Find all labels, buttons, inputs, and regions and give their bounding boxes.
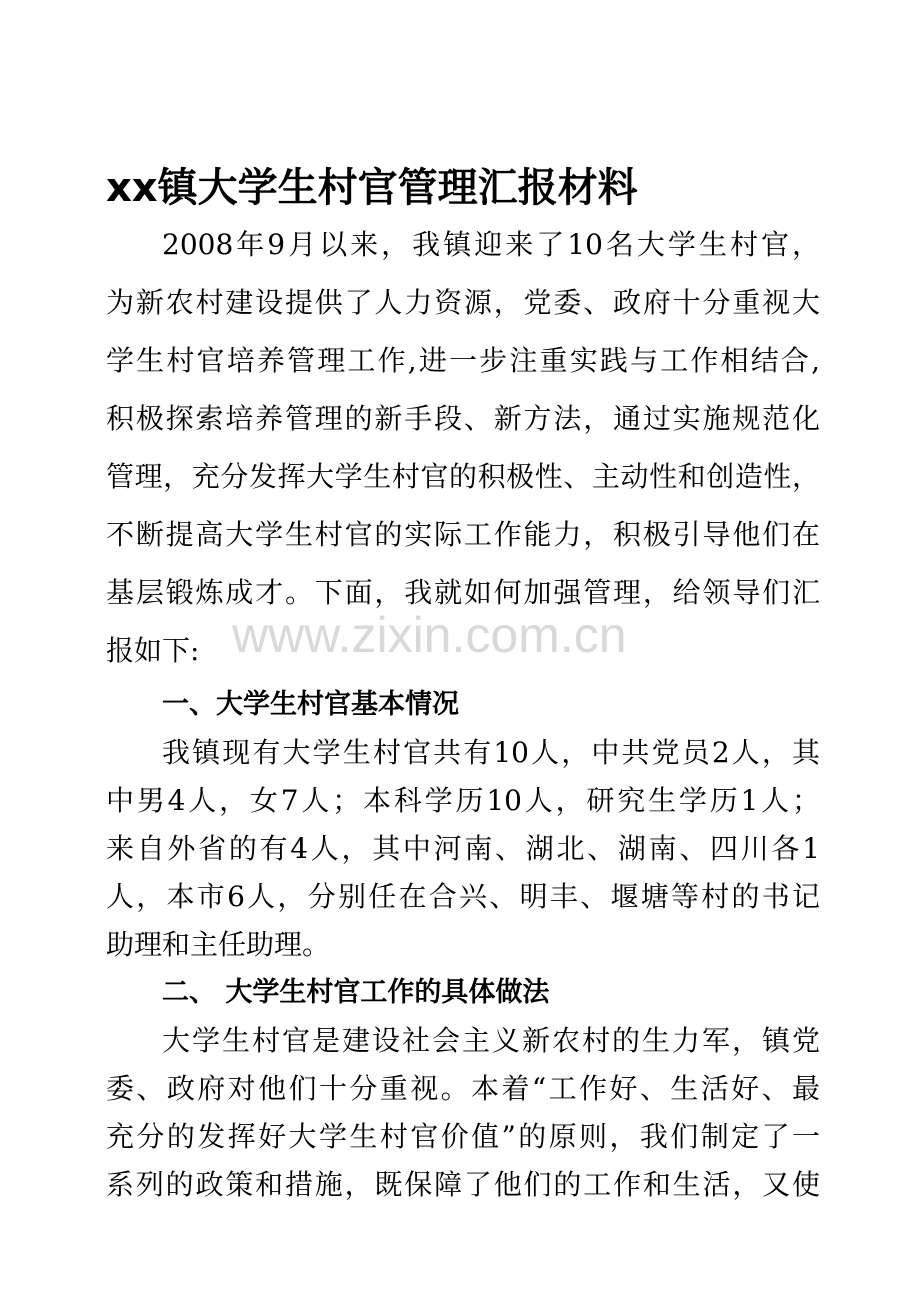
section-heading: 一、大学生村官基本情况	[162, 689, 459, 720]
paragraph-line: 人，本市6人，分别任在合兴、明丰、堰塘等村的书记	[106, 880, 820, 913]
paragraph-line: 学生村官培养管理工作,进一步注重实践与工作相结合,	[106, 344, 820, 377]
paragraph-line: 系列的政策和措施，既保障了他们的工作和生活，又使	[106, 1168, 820, 1201]
paragraph-line: 中男4人，女7人；本科学历10人，研究生学历1人；	[106, 784, 820, 817]
paragraph-line: 积极探索培养管理的新手段、新方法，通过实施规范化	[106, 402, 820, 435]
section-heading: 二、 大学生村官工作的具体做法	[162, 977, 550, 1008]
paragraph-line: 为新农村建设提供了人力资源，党委、政府十分重视大	[106, 286, 820, 319]
paragraph-line: 大学生村官是建设社会主义新农村的生力军，镇党	[162, 1024, 820, 1057]
paragraph-line: 基层锻炼成才。下面，我就如何加强管理，给领导们汇	[106, 576, 820, 609]
paragraph-line: 不断提高大学生村官的实际工作能力，积极引导他们在	[106, 518, 820, 551]
paragraph-line: 来自外省的有4人，其中河南、湖北、湖南、四川各1	[106, 832, 820, 865]
watermark: www.zixin.com.cn	[232, 607, 627, 663]
paragraph-line: 我镇现有大学生村官共有10人，中共党员2人，其	[162, 736, 820, 769]
paragraph-line: 委、政府对他们十分重视。本着“工作好、生活好、最	[106, 1072, 820, 1105]
paragraph-line: 报如下:	[106, 634, 200, 667]
paragraph-line: 助理和主任助理。	[106, 928, 331, 961]
paragraph-line: 充分的发挥好大学生村官价值”的原则，我们制定了一	[106, 1120, 820, 1153]
paragraph-line: 管理，充分发挥大学生村官的积极性、主动性和创造性，	[106, 460, 820, 493]
document-title: xx镇大学生村官管理汇报材料	[106, 165, 638, 211]
paragraph-line: 2008年9月以来，我镇迎来了10名大学生村官，	[162, 228, 820, 261]
